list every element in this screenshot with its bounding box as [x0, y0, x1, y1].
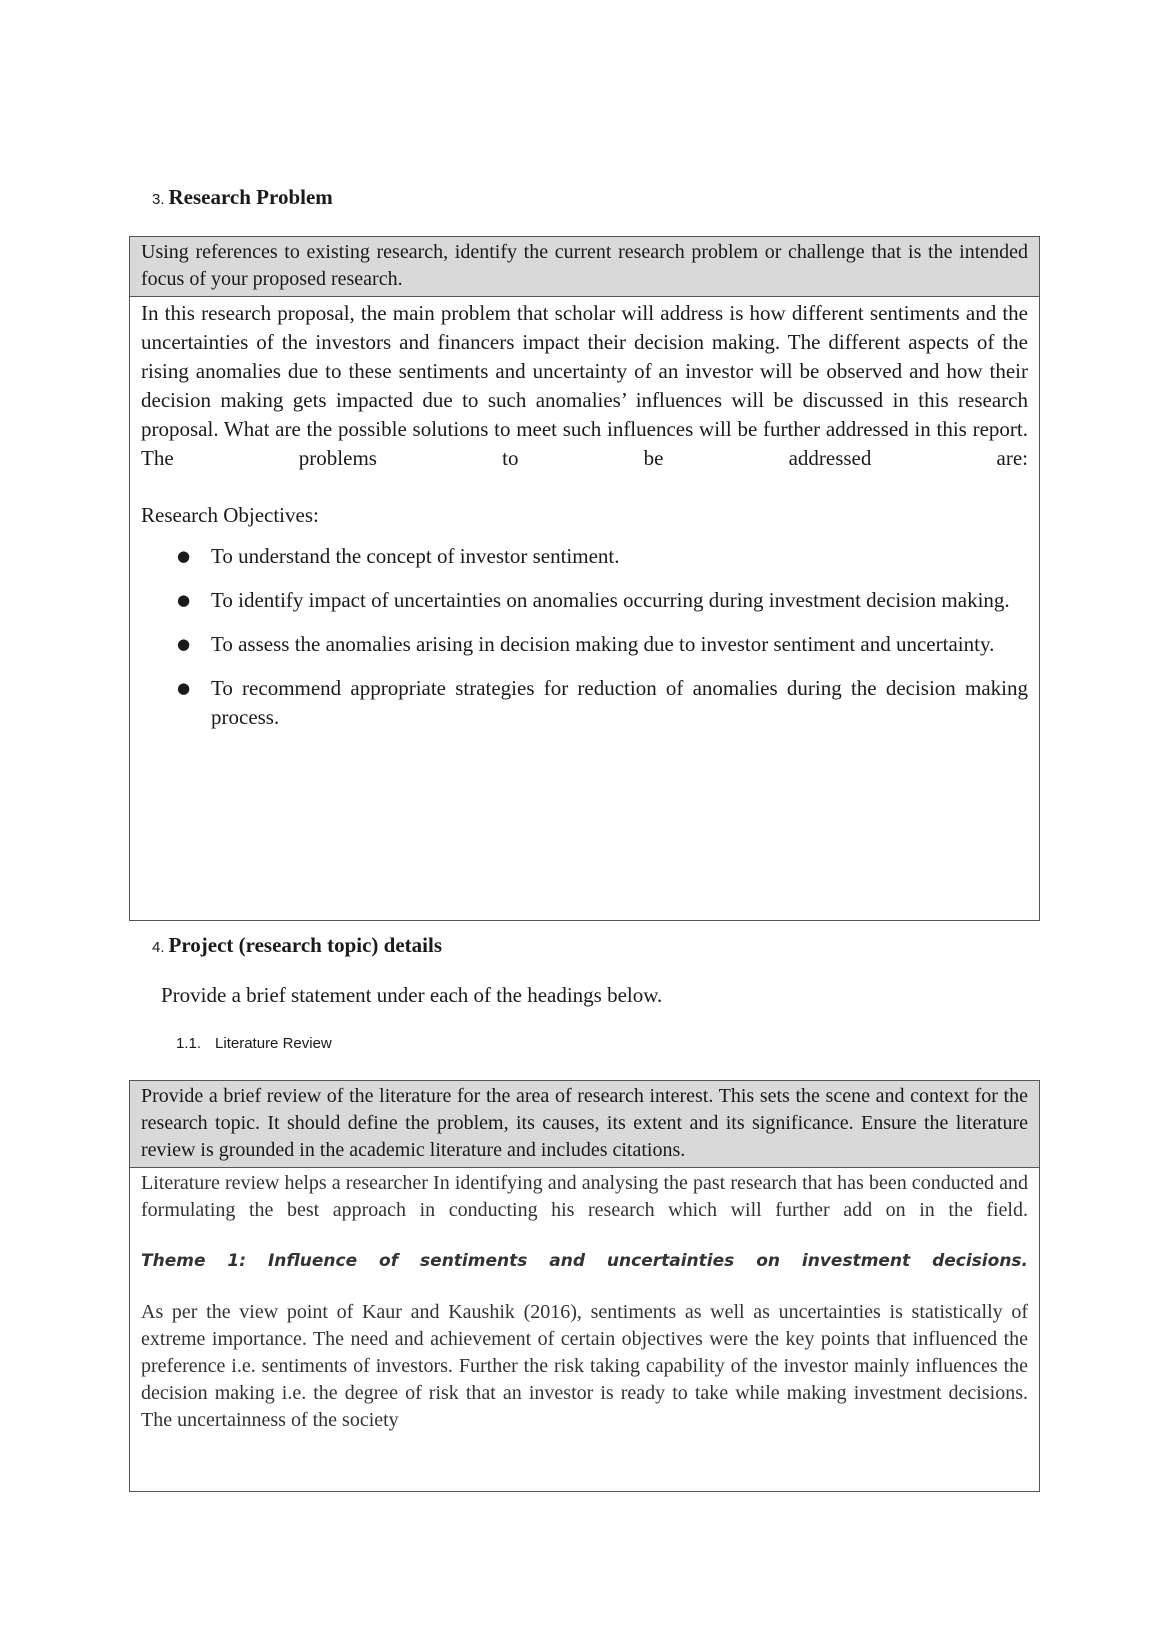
subsection-title: Literature Review: [215, 1035, 332, 1052]
section-3-title: Research Problem: [168, 185, 333, 209]
objective-item: ● To understand the concept of investor sentiment.: [141, 542, 1028, 571]
section-4-intro: Provide a brief statement under each of the headings below.: [161, 983, 663, 1007]
section-3-number: 3.: [152, 191, 165, 208]
research-problem-prompt: Using references to existing research, identify the current research problem or challenge that is the intended focus of your proposed research.: [130, 237, 1039, 297]
bullet-icon: ●: [177, 679, 191, 697]
bullet-icon: ●: [177, 591, 191, 609]
bullet-icon: ●: [177, 547, 191, 565]
objective-item: ● To recommend appropriate strategies for reduction of anomalies during the decision making process.: [177, 676, 1028, 729]
section-4-title: Project (research topic) details: [168, 933, 443, 957]
section-4-number: 4.: [152, 939, 165, 956]
theme-heading: Theme 1: Influence of sentiments and uncertainties on investment decisions.: [141, 1251, 1028, 1271]
research-problem-paragraph: In this research proposal, the main problem that scholar will address is how different sentiments and the uncertainties of the investors and financers impact their decision making. The different aspects of the rising anomalies due to these sentiments and uncertainty of an investor will be observed and how their decision making gets impacted due to such anomalies’ influences will be discussed in this research proposal. What are the possible solutions to meet such influences will be further addressed in this report. The problems to be addressed are:: [141, 301, 1028, 470]
objectives-list: [141, 542, 1028, 732]
literature-review-intro: Literature review helps a researcher In identifying and analysing the past research that has been conducted and formulating the best approach in conducting his research which will further add on in the field.: [141, 1172, 1028, 1221]
objectives-heading: Research Objectives:: [141, 503, 319, 527]
objective-item: ● To identify impact of uncertainties on anomalies occurring during investment decision making.: [141, 586, 1028, 615]
bullet-icon: ●: [177, 635, 191, 653]
literature-review-answer[interactable]: [130, 1168, 1039, 1434]
literature-review-prompt: Provide a brief review of the literature for the area of research interest. This sets the scene and context for the research topic. It should define the problem, its causes, its extent and its significance. Ensure the literature review is grounded in the academic literature and includes citations.: [130, 1081, 1039, 1168]
theme-paragraph: As per the view point of Kaur and Kaushik (2016), sentiments as well as uncertainties is statistically of extreme importance. The need and achievement of certain objectives were the key points that influenced the preference i.e. sentiments of investors. Further the risk taking capability of the investor mainly influences the decision making i.e. the degree of risk that an investor is ready to take while making investment decisions. The uncertainness of the society: [141, 1301, 1028, 1431]
section-4-heading: [152, 933, 442, 958]
section-3-heading: [152, 185, 333, 210]
literature-review-box: [129, 1080, 1040, 1492]
research-problem-answer[interactable]: [130, 297, 1039, 732]
literature-review-subheading: [176, 1035, 332, 1052]
research-problem-box: [129, 236, 1040, 921]
objective-item: ● To assess the anomalies arising in decision making due to investor sentiment and uncertainty.: [141, 630, 1028, 659]
subsection-number: 1.1.: [176, 1035, 202, 1052]
